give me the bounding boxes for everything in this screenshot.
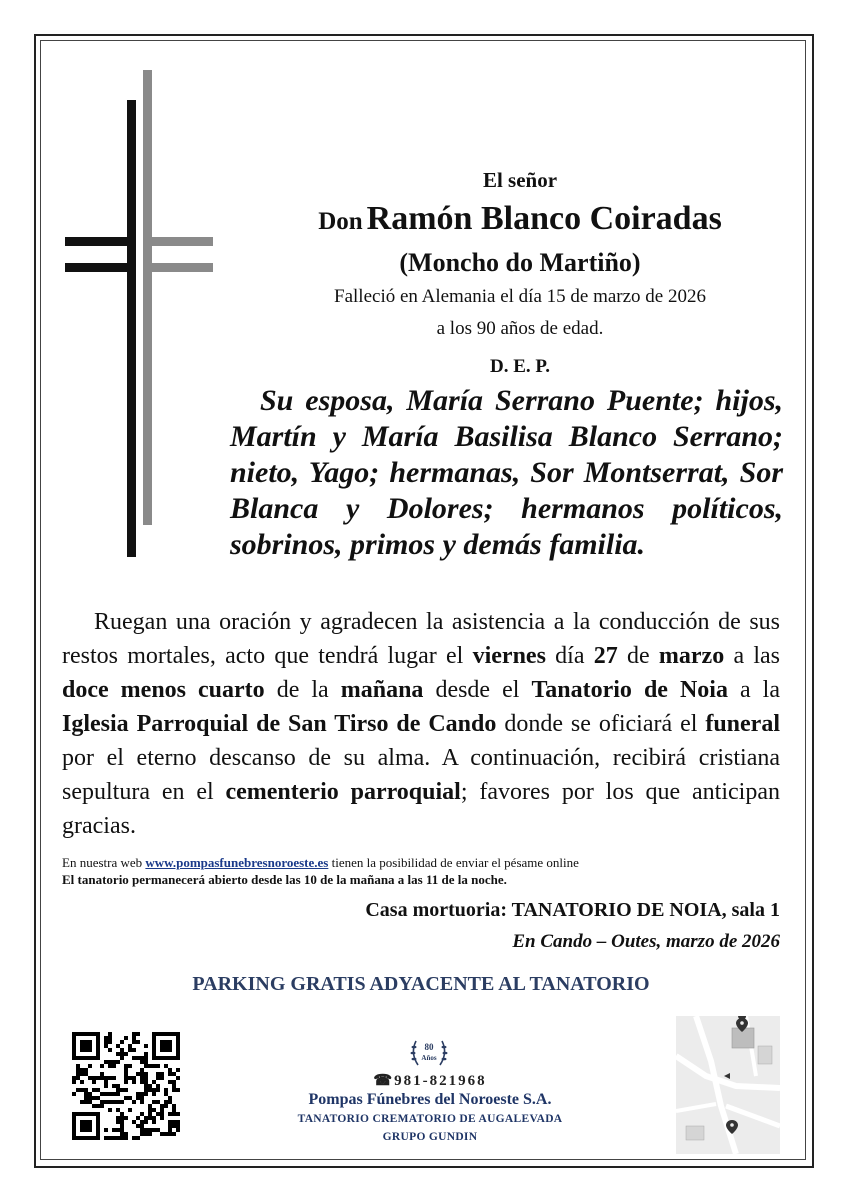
location-map[interactable] bbox=[676, 1016, 780, 1154]
cross-horizontal-black-top bbox=[65, 237, 136, 246]
text-bold: funeral bbox=[705, 711, 780, 737]
text-run: desde el bbox=[423, 677, 532, 703]
family-list: Su esposa, María Serrano Puente; hijos, Martín y María Basilisa Blanco Serrano; nieto, Yago; hermanas, Sor Montserrat, Sor Blanca y Dolores; hermanos políticos, sobrinos, primos y demás familia. bbox=[230, 384, 783, 561]
text-bold: cementerio parroquial bbox=[225, 779, 461, 805]
honorific: Don bbox=[318, 208, 363, 235]
text-run: día bbox=[545, 643, 594, 669]
badge-word: Años bbox=[421, 1054, 437, 1062]
age-line: a los 90 años de edad. bbox=[436, 318, 604, 339]
phone-number: ☎981-821968 bbox=[373, 1073, 487, 1089]
web-prefix: En nuestra web bbox=[62, 855, 146, 870]
website-link[interactable]: www.pompasfunebresnoroeste.es bbox=[145, 855, 329, 870]
qr-code[interactable] bbox=[72, 1032, 180, 1140]
nickname: (Moncho do Martiño) bbox=[399, 248, 641, 277]
web-suffix: tienen la posibilidad de enviar el pésame online bbox=[328, 855, 579, 870]
text-bold: doce menos cuarto bbox=[62, 677, 265, 703]
laurel-badge-icon bbox=[404, 1033, 454, 1073]
text-run: de la bbox=[264, 677, 341, 703]
ceremony-text bbox=[62, 605, 780, 843]
web-note bbox=[62, 854, 780, 871]
text-bold: marzo bbox=[658, 643, 725, 669]
text-run: de bbox=[617, 643, 659, 669]
text-bold: mañana bbox=[340, 677, 424, 703]
death-line: Falleció en Alemania el día 15 de marzo de 2026 bbox=[334, 286, 706, 307]
funeral-home: Casa mortuoria: TANATORIO DE NOIA, sala 1 bbox=[365, 899, 780, 921]
place-date: En Cando – Outes, marzo de 2026 bbox=[512, 931, 780, 952]
text-bold: 27 bbox=[593, 643, 618, 669]
full-name: Ramón Blanco Coiradas bbox=[366, 200, 722, 237]
cross-horizontal-gray-bottom bbox=[143, 263, 213, 272]
dep-line: D. E. P. bbox=[489, 356, 550, 377]
company-name: Pompas Fúnebres del Noroeste S.A. bbox=[308, 1091, 552, 1108]
cross-horizontal-gray-top bbox=[143, 237, 213, 246]
text-run: por el eterno descanso de su alma. A continuación, recibirá cristiana sepultura en el bbox=[62, 745, 780, 805]
cross-icon bbox=[60, 70, 220, 565]
company-group: GRUPO GUNDIN bbox=[382, 1131, 478, 1143]
text-bold: Tanatorio de Noia bbox=[531, 677, 728, 703]
badge-number: 80 bbox=[424, 1042, 434, 1052]
deceased-name bbox=[240, 200, 800, 238]
text-bold: Iglesia Parroquial de San Tirso de Cando bbox=[62, 711, 497, 737]
parking-notice: PARKING GRATIS ADYACENTE AL TANATORIO bbox=[192, 973, 650, 995]
cross-horizontal-black-bottom bbox=[65, 263, 136, 272]
text-bold: viernes bbox=[472, 643, 546, 669]
text-run: Ruegan una oración y agradecen la asistencia a la conducción de sus restos mortales, acto que tendrá lugar el bbox=[62, 609, 780, 669]
text-run: donde se oficiará el bbox=[496, 711, 706, 737]
text-run: ; favores por los que anticipan gracias. bbox=[62, 779, 780, 839]
title-prefix: El señor bbox=[482, 168, 558, 192]
cross-vertical-black bbox=[127, 100, 136, 557]
text-run: a las bbox=[724, 643, 781, 669]
text-run: a la bbox=[727, 677, 780, 703]
opening-hours: El tanatorio permanecerá abierto desde las 10 de la mañana a las 11 de la noche. bbox=[62, 872, 507, 887]
company-subtitle: TANATORIO CREMATORIO DE AUGALEVADA bbox=[297, 1113, 563, 1125]
cross-vertical-gray bbox=[143, 70, 152, 525]
